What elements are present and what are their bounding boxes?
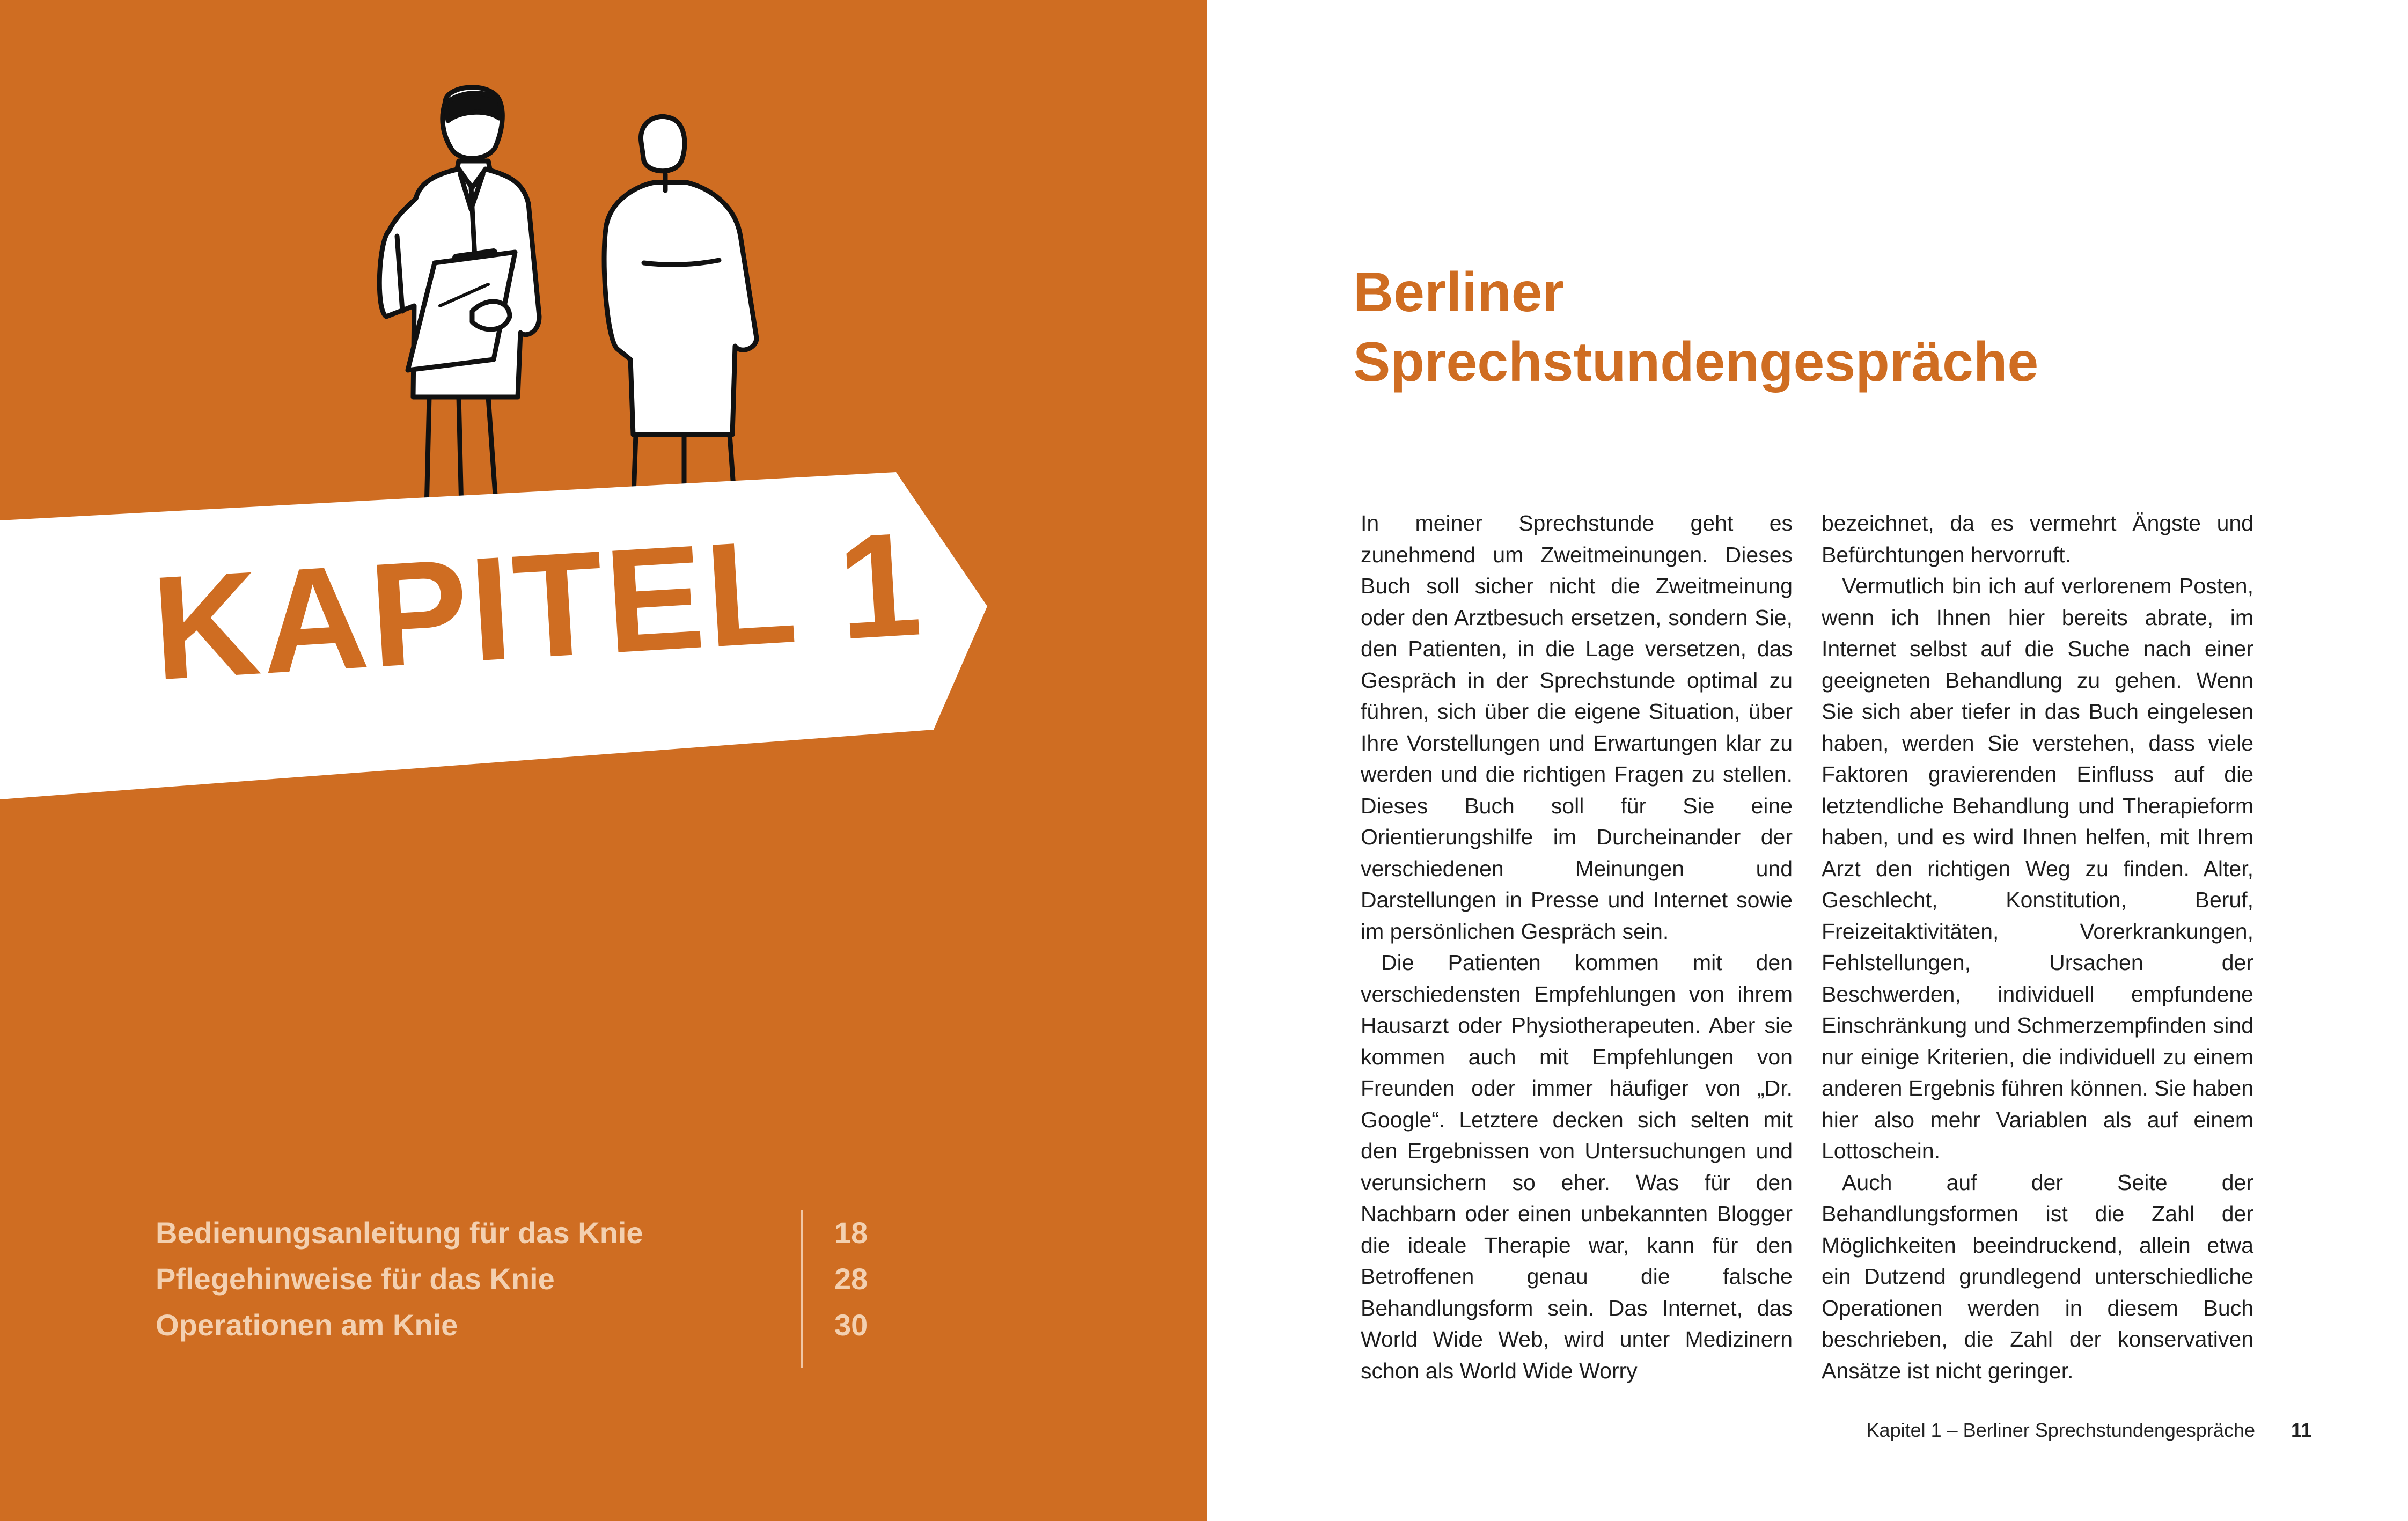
toc-entry-page: 30: [834, 1308, 868, 1342]
heading-line-1: Berliner: [1353, 261, 1565, 324]
paragraph: bezeichnet, da es vermehrt Ängste und Befürchtungen hervorruft.: [1822, 511, 2253, 567]
doctor-and-patient-illustration: [365, 80, 773, 510]
paragraph: Die Patienten kommen mit den verschiedensten Empfehlungen von ihrem Hausarzt oder Physiotherapeuten. Aber sie kommen auch mit Empfehlungen von Freunden oder immer häufiger von „Dr. Google“. Letztere decken sich selten mit den Ergebnissen von Untersuchungen und verunsichern so eher. Was für den Nachbarn oder einen unbekannten Blogger die ideale Therapie war, kann für den Betroffenen genau die falsche Behandlungsform sein. Das Internet, das World Wide Web, wird unter Medizinern schon als World Wide Worry: [1361, 950, 1793, 1383]
toc-entry-title: Bedienungsanleitung für das Knie: [156, 1216, 643, 1250]
running-footer: Kapitel 1 – Berliner Sprechstundengespräche: [1866, 1419, 2255, 1441]
toc-entry[interactable]: [156, 1256, 907, 1302]
toc-entry-title: Operationen am Knie: [156, 1308, 458, 1342]
page-heading: [1353, 258, 2038, 397]
paragraph: In meiner Sprechstunde geht es zunehmend um Zweitmeinungen. Dieses Buch soll sicher nicht die Zweitmeinung oder den Arztbesuch ersetzen, sondern Sie, den Patienten, in die Lage versetzen, das Gespräch in der Sprechstunde optimal zu führen, sich über die eigene Situation, über Ihre Vorstellungen und Erwartungen klar zu werden und die richtigen Fragen zu stellen. Dieses Buch soll für Sie eine Orientierungshilfe im Durcheinander der verschiedenen Meinungen und Darstellungen in Presse und Internet sowie im persönlichen Gespräch sein.: [1361, 511, 1793, 944]
chapter-title: KAPITEL 1: [148, 501, 928, 711]
text-column-1: [1361, 508, 1793, 1386]
page-number: 11: [2291, 1419, 2312, 1441]
text-column-2: [1822, 508, 2253, 1386]
toc-entry-page: 28: [834, 1262, 868, 1296]
toc-entry-page: 18: [834, 1216, 868, 1250]
paragraph: Auch auf der Seite der Behandlungsformen ist die Zahl der Möglichkeiten beeindruckend, allein etwa ein Dutzend grundlegend unterschiedliche Operationen werden in diesem Buch beschrieben, die Zahl der konservativen Ansätze ist nicht geringer.: [1822, 1170, 2253, 1383]
chapter-toc: [156, 1210, 907, 1348]
toc-entry[interactable]: [156, 1302, 907, 1348]
heading-line-2: Sprechstundengespräche: [1353, 331, 2039, 393]
toc-entry-title: Pflegehinweise für das Knie: [156, 1262, 555, 1296]
toc-entry[interactable]: [156, 1210, 907, 1256]
paragraph: Vermutlich bin ich auf verlorenem Posten, wenn ich Ihnen hier bereits abrate, im Internet selbst auf die Suche nach einer geeigneten Behandlung zu gehen. Wenn Sie sich aber tiefer in das Buch eingelesen haben, werden Sie verstehen, dass viele Faktoren gravierenden Einfluss auf die letztendliche Behandlung und Therapieform haben, und es wird Ihnen helfen, mit Ihrem Arzt den richtigen Weg zu finden. Alter, Geschlecht, Konstitution, Beruf, Freizeitaktivitäten, Vorerkrankungen, Fehlstellungen, Ursachen der Beschwerden, individuell empfundene Einschränkung und Schmerzempfinden sind nur einige Kriterien, die individuell zu einem anderen Ergebnis führen können. Sie haben hier also mehr Variablen als auf einem Lottoschein.: [1822, 574, 2253, 1163]
